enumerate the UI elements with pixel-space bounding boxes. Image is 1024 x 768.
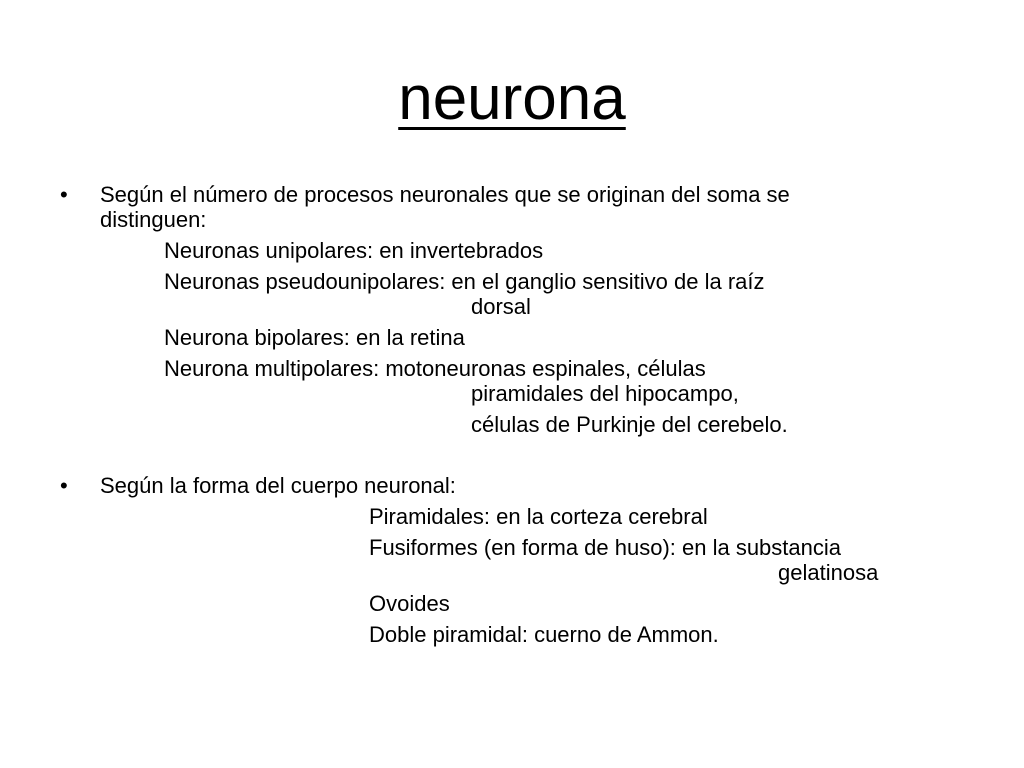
section1-item-bipolares: Neurona bipolares: en la retina [164,325,465,350]
section2-intro: Según la forma del cuerpo neuronal: [100,473,456,498]
section1-item-multipolares-cont1: piramidales del hipocampo, [471,381,739,406]
bullet-2: • [60,473,68,498]
section2-item-fusiformes-cont: gelatinosa [778,560,879,585]
section2-item-ovoides: Ovoides [369,591,450,616]
section1-item-pseudounipolares-cont: dorsal [471,294,531,319]
section1-intro-line1: Según el número de procesos neuronales que se originan del soma se [100,182,790,207]
slide-title: neurona [398,64,626,133]
section1-item-pseudounipolares: Neuronas pseudounipolares: en el ganglio sensitivo de la raíz [164,269,765,294]
section1-item-unipolares: Neuronas unipolares: en invertebrados [164,238,544,263]
section2-item-fusiformes: Fusiformes (en forma de huso): en la substancia [369,535,842,560]
section2-item-piramidales: Piramidales: en la corteza cerebral [369,504,708,529]
section1-intro-line2: distinguen: [100,207,207,232]
bullet-1: • [60,182,68,207]
section2-item-doble-piramidal: Doble piramidal: cuerno de Ammon. [369,622,719,647]
section1-item-multipolares: Neurona multipolares: motoneuronas espinales, células [164,356,706,381]
section1-item-multipolares-cont2: células de Purkinje del cerebelo. [471,412,788,437]
